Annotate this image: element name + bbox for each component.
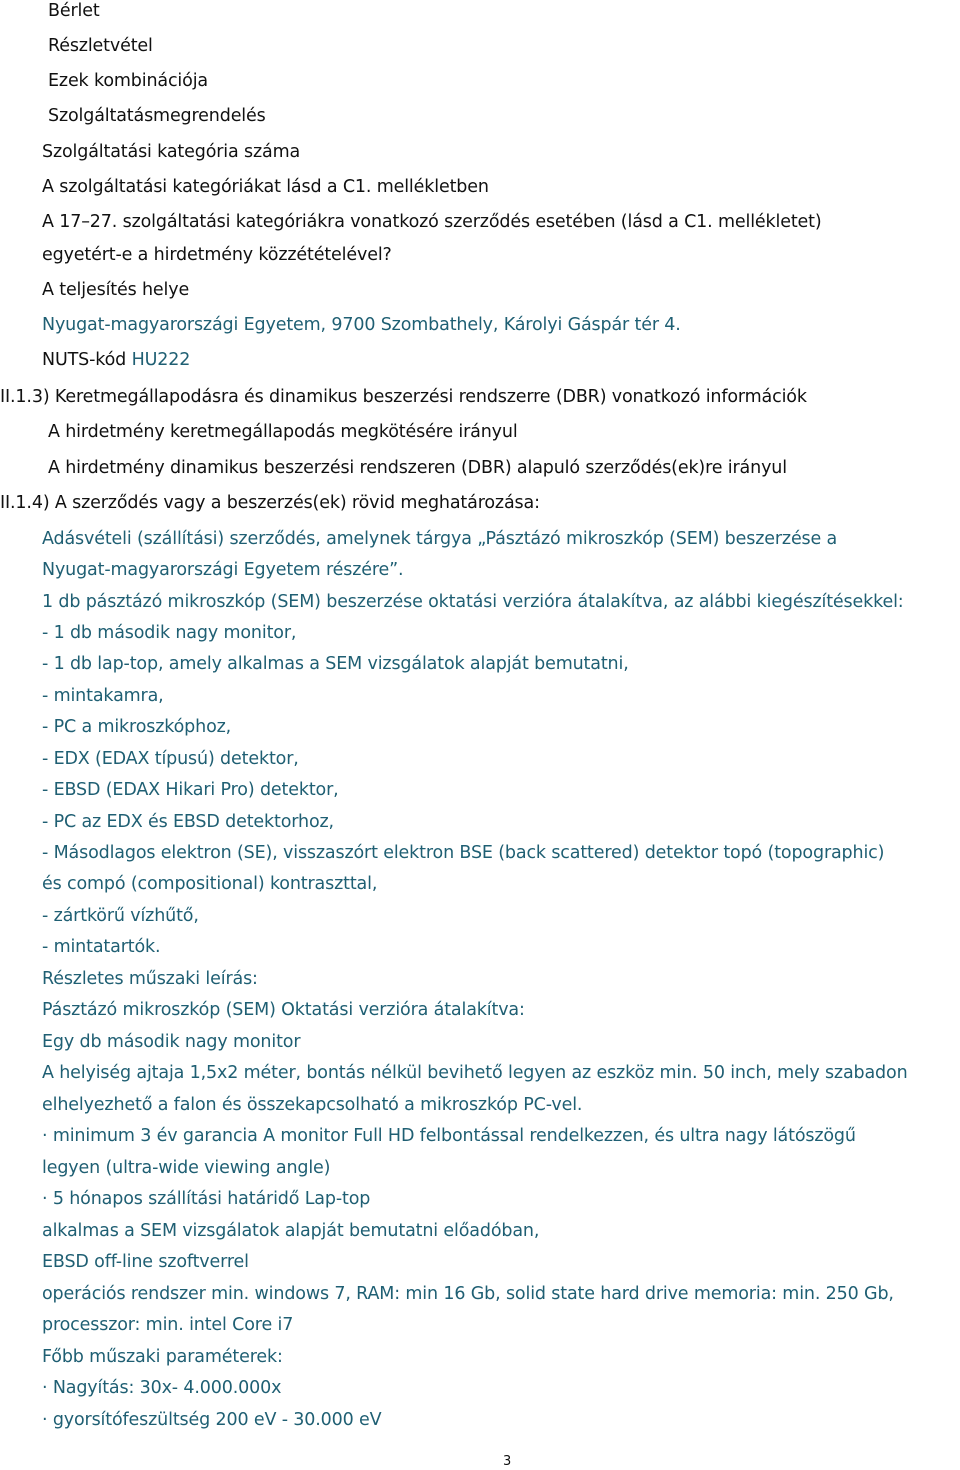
description-line: - PC az EDX és EBSD detektorhoz, xyxy=(42,812,334,832)
nuts-row xyxy=(42,349,190,371)
description-line: · Nagyítás: 30x- 4.000.000x xyxy=(42,1378,282,1398)
description-line: - PC a mikroszkóphoz, xyxy=(42,717,232,737)
section-113-heading: II.1.3) Keretmegállapodásra és dinamikus beszerzési rendszerre (DBR) vonatkozó információk xyxy=(0,387,807,407)
description-line: - zártkörű vízhűtő, xyxy=(42,906,199,926)
description-line: Adásvételi (szállítási) szerződés, amelynek tárgya „Pásztázó mikroszkóp (SEM) beszerzése a xyxy=(42,529,838,549)
description-line: · minimum 3 év garancia A monitor Full HD felbontással rendelkezzen, és ultra nagy látószögű xyxy=(42,1126,856,1146)
service-category-question-cont: egyetért-e a hirdetmény közzétételével? xyxy=(42,245,392,265)
option-combination: Ezek kombinációja xyxy=(48,71,208,91)
description-line: A helyiség ajtaja 1,5x2 méter, bontás nélkül bevihető legyen az eszköz min. 50 inch, mely szabadon xyxy=(42,1063,908,1083)
service-category-label: Szolgáltatási kategória száma xyxy=(42,142,301,162)
place-value: Nyugat-magyarországi Egyetem, 9700 Szombathely, Károlyi Gáspár tér 4. xyxy=(42,315,681,335)
description-line: - 1 db második nagy monitor, xyxy=(42,623,297,643)
section-114-heading: II.1.4) A szerződés vagy a beszerzés(ek) rövid meghatározása: xyxy=(0,493,540,513)
description-line: elhelyezhető a falon és összekapcsolható a mikroszkóp PC-vel. xyxy=(42,1095,583,1115)
description-line: Egy db második nagy monitor xyxy=(42,1032,301,1052)
option-hire-purchase: Részletvétel xyxy=(48,36,153,56)
description-line: EBSD off-line szoftverrel xyxy=(42,1252,249,1272)
description-line: - EDX (EDAX típusú) detektor, xyxy=(42,749,299,769)
description-line: - Másodlagos elektron (SE), visszaszórt elektron BSE (back scattered) detektor topó (topographic) xyxy=(42,843,885,863)
page-number: 3 xyxy=(503,1454,512,1469)
service-category-note: A szolgáltatási kategóriákat lásd a C1. mellékletben xyxy=(42,177,489,197)
dps-option: A hirdetmény dinamikus beszerzési rendszeren (DBR) alapuló szerződés(ek)re irányul xyxy=(48,458,787,478)
description-line: legyen (ultra-wide viewing angle) xyxy=(42,1158,331,1178)
description-line: Főbb műszaki paraméterek: xyxy=(42,1347,283,1367)
description-line: - 1 db lap-top, amely alkalmas a SEM vizsgálatok alapját bemutatni, xyxy=(42,654,629,674)
description-line: alkalmas a SEM vizsgálatok alapját bemutatni előadóban, xyxy=(42,1221,540,1241)
description-line: Nyugat-magyarországi Egyetem részére”. xyxy=(42,560,404,580)
framework-agreement-option: A hirdetmény keretmegállapodás megkötésére irányul xyxy=(48,422,518,442)
description-line: - EBSD (EDAX Hikari Pro) detektor, xyxy=(42,780,339,800)
description-line: - mintatartók. xyxy=(42,937,161,957)
nuts-value: HU222 xyxy=(131,350,191,370)
description-line: és compó (compositional) kontraszttal, xyxy=(42,874,378,894)
option-purchase: Bérlet xyxy=(48,1,100,21)
description-line: processzor: min. intel Core i7 xyxy=(42,1315,294,1335)
description-line: - mintakamra, xyxy=(42,686,164,706)
service-category-question: A 17–27. szolgáltatási kategóriákra vonatkozó szerződés esetében (lásd a C1. mellékletet) xyxy=(42,212,822,232)
option-service: Szolgáltatásmegrendelés xyxy=(48,106,266,126)
nuts-label: NUTS-kód xyxy=(42,350,127,370)
description-line: 1 db pásztázó mikroszkóp (SEM) beszerzése oktatási verzióra átalakítva, az alábbi kiegészítésekkel: xyxy=(42,592,904,612)
description-line: · gyorsítófeszültség 200 eV - 30.000 eV xyxy=(42,1410,382,1430)
description-line: · 5 hónapos szállítási határidő Lap-top xyxy=(42,1189,371,1209)
description-line: operációs rendszer min. windows 7, RAM: min 16 Gb, solid state hard drive memoria: min. 250 Gb, xyxy=(42,1284,894,1304)
description-line: Pásztázó mikroszkóp (SEM) Oktatási verzióra átalakítva: xyxy=(42,1000,525,1020)
place-label: A teljesítés helye xyxy=(42,280,190,300)
description-line: Részletes műszaki leírás: xyxy=(42,969,258,989)
